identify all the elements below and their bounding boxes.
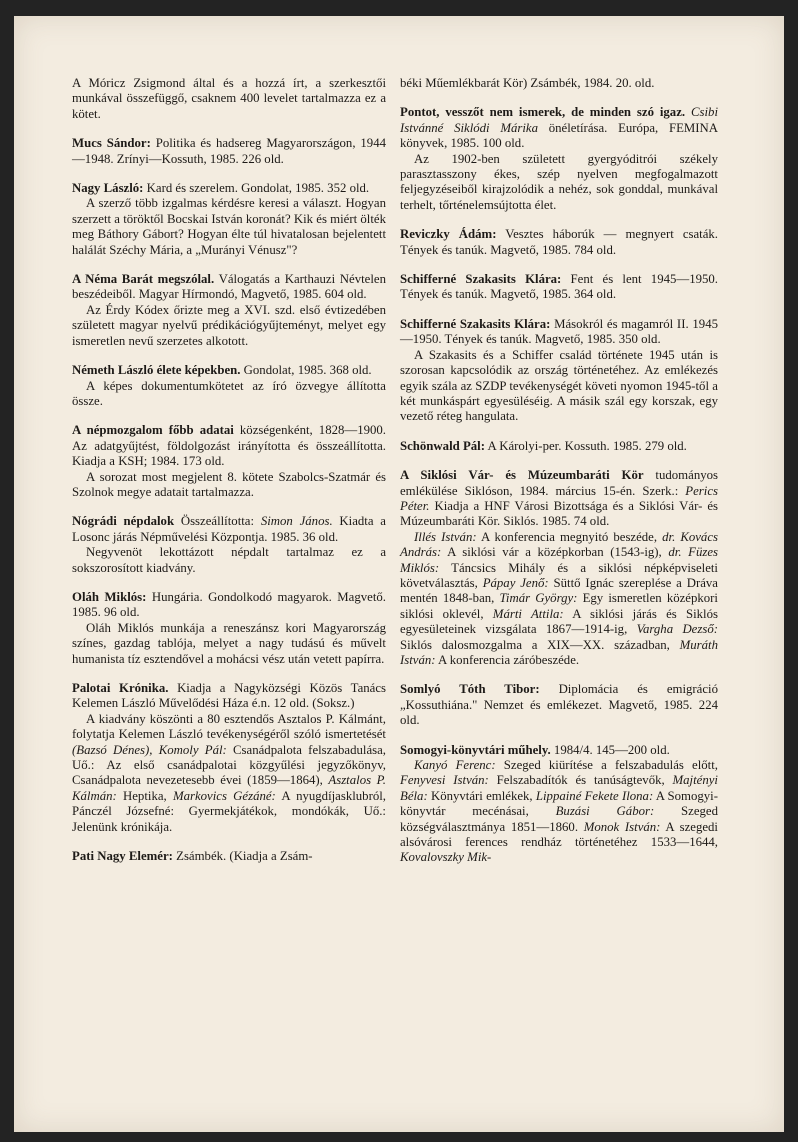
entry-text: Vesztes háborúk — megnyert csaták. Tények és tanúk. Magvető, 1985. 784 old. [400,227,718,257]
italic-name: Csibi Istvánné Siklódi Márika [400,105,719,135]
italic-name: Márti Attila: [492,606,564,621]
entry-text: A szegedi alsóvárosi ferences rendház történetéhez 1533—1644, [400,819,718,850]
entry-text: A Somogyi-könyvtár mecénásai, [400,788,719,819]
bibliography-entry [400,76,718,91]
italic-name: Illés István: [414,529,477,544]
entry-citation [72,363,386,378]
italic-name: Lippainé Fekete Ilona: [535,788,654,803]
entry-text: Diplomácia és emigráció „Kossuthiána." Nemzet és emlékezet. Magvető, 1985. 224 old. [400,682,718,728]
entry-annotation [72,712,386,835]
entry-heading: Somogyi-könyvtári műhely. [400,742,551,757]
italic-name: Kanyó Ferenc: [414,758,496,773]
entry-text: Szeged kiürítése a felszabadulás előtt, [495,758,718,773]
entry-annotation [72,196,386,258]
italic-name: dr. Kovács András: [400,529,718,560]
entry-heading: Schönwald Pál: [400,438,485,453]
bibliography-entry [400,227,718,258]
italic-name: dr. Füzes Miklós: [400,545,718,575]
bibliography-entry [400,272,718,303]
italic-name: (Bazsó Dénes), Komoly Pál: [72,742,227,757]
entry-text: Az Érdy Kódex őrizte meg a XVI. szd. első évtizedében született magyar nyelvű prédikációgyűjteményt, melyet egy ismeretlen nevű szerzetes alkotott. [72,302,386,348]
entry-citation [400,227,718,258]
entry-citation [72,423,386,469]
entry-text: tudományos emlékülése Siklóson, 1984. március 15-én. Szerk.: [400,468,718,498]
entry-citation [72,681,386,712]
entry-text: Zsámbék. (Kiadja a Zsám- [172,849,313,864]
entry-text: Könyvtári emlékek, [427,788,536,803]
entry-annotation [72,303,386,349]
entry-heading: A népmozgalom főbb adatai [72,423,234,438]
entry-text: Táncsics Mihály és a siklósi népképviseleti követválasztás, [400,560,718,590]
entry-text: Heptika, [116,788,173,803]
italic-name: Perics Péter. [400,483,718,513]
entry-text: Gondolat, 1985. 368 old. [240,363,372,378]
bibliography-entry [400,743,718,866]
entry-citation [72,181,386,196]
italic-name: Pápay Jenő: [482,575,549,590]
entry-heading: Nógrádi népdalok [72,514,175,529]
italic-name: Majtényi Béla: [400,773,718,803]
entry-heading: Palotai Krónika. [72,681,169,695]
entry-text: Egy ismeretlen középkori siklósi oklevél, [400,591,718,621]
entry-heading: Schifferné Szakasits Klára: [400,316,551,331]
entry-heading: A Siklósi Vár- és Múzeumbaráti Kör [400,468,644,483]
entry-citation [400,468,718,530]
entry-text: A szerző több izgalmas kérdésre keresi a választ. Hogyan szerzett a töröktől Bocskai István koronát? Kik és miért ölték meg Báthory Gábort? Hogyan élte túl hivatalosan bejelentett halálát Széchy Mária, a „Murányi Vénusz"? [72,196,386,257]
entry-text: A siklósi vár a középkorban (1543-ig), [441,545,669,560]
entry-heading: Mucs Sándor: [72,136,151,151]
entry-text: A Móricz Zsigmond által és a hozzá írt, a szerkesztői munkával összefüggő, csaknem 400 levelet tartalmazza ez a kötet. [72,76,386,121]
bibliography-entry [72,590,386,667]
entry-annotation [72,621,386,667]
entry-text: 1984/4. 145—200 old. [550,742,670,757]
italic-name: Muráth István: [400,637,718,667]
entry-citation [400,743,718,758]
entry-citation [400,682,718,728]
entry-text: Az 1902-ben született gyergyóditrói székely parasztasszony ékes, szép nyelven megfogalmazott feljegyzéseiből kirajzolódik a nehéz, sok gonddal, munkával terhelt, tőrténelemsújtotta élet. [400,151,718,212]
entry-annotation [72,379,386,410]
entry-text: Kiadja a HNF Városi Bizottsága és a Siklósi Vár- és Múzeumbaráti Kör. Siklós. 1985. 74 old. [400,498,718,529]
entry-text: Felszabadítók és tanúságtevők, [488,773,673,788]
entry-text: A képes dokumentumkötetet az író özvegye állította össze. [72,378,386,408]
entry-citation [72,272,386,303]
entry-text: Siklós dalosmozgalma a XIX—XX. században, [400,637,680,652]
left-column [72,76,386,878]
bibliography-entry [72,363,386,409]
entry-citation [72,76,386,122]
bibliography-entry [72,136,386,167]
bibliography-entry [72,681,386,835]
entry-citation [72,136,386,167]
entry-heading: Oláh Miklós: [72,589,147,604]
entry-text: Fent és lent 1945—1950. Tények és tanúk. Magvető, 1985. 364 old. [400,272,718,302]
entry-citation [72,849,386,864]
entry-text: Kiadja a Nagyközségi Közös Tanács Kelemen László Művelődési Háza é.n. 12 old. (Soksz.) [72,681,386,711]
bibliography-entry [72,514,386,576]
entry-text: A siklósi járás és Siklós egyesületeinek vizsgálata 1867—1914-ig, [400,606,718,637]
entry-annotation [400,758,718,866]
entry-annotation [72,545,386,576]
entry-heading: Nagy László: [72,181,144,196]
bibliography-entry [400,439,718,454]
entry-heading: A Néma Barát megszólal. [72,272,215,287]
entry-heading: Somlyó Tóth Tibor: [400,682,540,697]
entry-heading: Pati Nagy Elemér: [72,849,173,864]
entry-citation [400,317,718,348]
entry-annotation [400,152,718,214]
italic-name: Fenyvesi István: [400,773,489,788]
entry-text: Politika és hadsereg Magyarországon, 1944—1948. Zrínyi—Kossuth, 1985. 226 old. [72,136,387,166]
entry-text: Kiadta a Losonc járás Népművelési Központja. 1985. 36 old. [72,514,386,544]
italic-name: Timár György: [499,591,578,606]
entry-heading: Németh László élete képekben. [72,363,241,378]
entry-text: A konferencia megnyitó beszéde, [476,529,663,544]
entry-annotation [72,470,386,501]
bibliography-entry [72,423,386,500]
entry-citation [400,272,718,303]
italic-name: Monok István: [583,819,661,834]
bibliography-entry [72,849,386,864]
entry-text: Másokról és magamról II. 1945—1950. Tények és tanúk. Magvető, 1985. 350 old. [400,316,718,347]
entry-text: Szeged községválasztmánya 1851—1860. [400,804,719,834]
bibliography-entry [400,468,718,668]
entry-text: A kiadvány köszönti a 80 esztendős Asztalos P. Kálmánt, folytatja Kelemen László tevékenységéről szóló ismertetését [72,711,386,742]
entry-annotation [400,348,718,425]
entry-text: Süttő Ignác szereplése a Dráva mentén 1848-ban, [400,575,718,606]
bibliography-entry [400,682,718,728]
entry-text: Kard és szerelem. Gondolat, 1985. 352 old. [143,181,370,196]
entry-citation [72,514,386,545]
entry-text: A sorozat most megjelent 8. kötete Szabolcs-Szatmár és Szolnok megye adatait tartalmazza. [72,469,386,499]
bibliography-entry [72,272,386,349]
entry-citation [400,439,718,454]
italic-name: Buzási Gábor: [555,804,655,819]
entry-text: önéletírása. Európa, FEMINA könyvek, 1985. 100 old. [400,120,719,151]
italic-name: Vargha Dezső: [636,622,718,637]
entry-text: Hungária. Gondolkodó magyarok. Magvető. 1985. 96 old. [72,589,386,620]
italic-name: Kovalovszky Mik- [400,850,492,865]
italic-name: Simon János. [260,514,333,529]
right-column [400,76,718,880]
entry-heading: Reviczky Ádám: [400,227,497,242]
book-page [14,16,784,1132]
entry-citation [400,76,718,91]
entry-text: Válogatás a Karthauzi Névtelen beszédeiből. Magyar Hírmondó, Magvető, 1985. 604 old. [72,272,386,302]
bibliography-entry [400,105,718,213]
entry-text: Oláh Miklós munkája a reneszánsz kori Magyarország színes, gazdag tablója, melyet a nagy tudású és művelt humanista tíz esztendővel a mohácsi vész után vetett papírra. [72,620,386,666]
italic-name: Asztalos P. Kálmán: [72,773,386,803]
entry-text: A Szakasits és a Schiffer család története 1945 után is szorosan kapcsolódik az ország történetéhez. Az emlékezés egyik szála az SZDP tevékenységét követi nyomon 1945-től a két munkáspárt egyesüléséig. A másik szál egy korszak, egy vezető réteg hangulata. [400,347,718,424]
entry-text: béki Műemlékbarát Kör) Zsámbék, 1984. 20. old. [400,76,655,90]
italic-name: Markovics Gézáné: [172,788,276,803]
bibliography-entry [400,317,718,425]
entry-citation [400,105,718,151]
entry-text: Csanádpalota felszabadulása, Uő.: Az első csanádpalotai közgyűlési jegyzőkönyv, Csanádpalota nevezetesebb évei (1859—1864), [72,742,386,788]
entry-text: Negyvenöt lekottázott népdalt tartalmaz ez a sokszorosított kiadvány. [72,545,386,575]
entry-annotation [400,530,718,669]
entry-text: A konferencia záróbeszéde. [435,653,580,667]
entry-heading: Schifferné Szakasits Klára: [400,272,562,287]
entry-citation [72,590,386,621]
entry-heading: Pontot, vesszőt nem ismerek, de minden szó igaz. [400,105,686,120]
entry-text: községenként, 1828—1900. Az adatgyűjtést, földolgozást irányította és összeállította. Kiadja a KSH; 1984. 173 old. [72,423,386,469]
entry-text: A Károlyi-per. Kossuth. 1985. 279 old. [484,438,687,453]
bibliography-entry [72,76,386,122]
entry-text: A nyugdíjasklubról, Pánczél Józsefné: Gyermekjátékok, mondókák, Uő.: Jelenünk krónikája. [72,788,386,834]
bibliography-entry [72,181,386,258]
entry-text: Összeállította: [174,514,261,529]
